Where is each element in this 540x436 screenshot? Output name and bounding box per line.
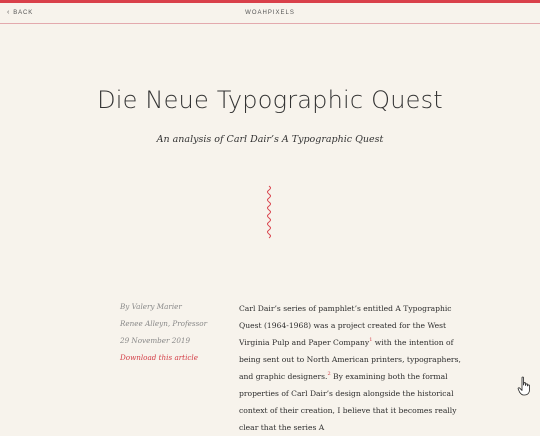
article-title: Die Neue Typographic Quest <box>97 86 443 114</box>
squiggle-divider-icon <box>263 186 275 238</box>
back-label: BACK <box>13 10 34 16</box>
article-meta <box>120 301 225 369</box>
article-subtitle: An analysis of Carl Dair’s A Typographic Quest <box>156 134 384 145</box>
body-text-part2: with the intention of being sent out to North American printers, typographers, and graphic designers. <box>239 338 461 381</box>
download-article-link[interactable]: Download this article <box>120 353 198 362</box>
professor: Renee Alleyn, Professor <box>120 319 208 328</box>
footnote-2-link[interactable]: 2 <box>327 371 331 377</box>
site-header <box>0 3 540 24</box>
footnote-1-link[interactable]: 1 <box>369 337 373 343</box>
article-body <box>239 300 471 436</box>
publish-date: 29 November 2019 <box>120 336 191 345</box>
pointing-hand-icon <box>517 376 531 396</box>
author: By Valery Marier <box>120 302 182 311</box>
site-brand[interactable]: WOAHPIXELS <box>245 10 295 16</box>
body-text-part1: Carl Dair’s series of pamphlet’s entitled A Typographic Quest (1964-1968) was a project created for the West Virginia Pulp and Paper Company <box>239 304 452 347</box>
arrow-left-icon: ‹ <box>7 9 11 16</box>
body-text-part3: By examining both the formal properties of Carl Dair’s design alongside the historical context of their creation, I believe that it becomes really clear that the series A <box>239 372 457 432</box>
